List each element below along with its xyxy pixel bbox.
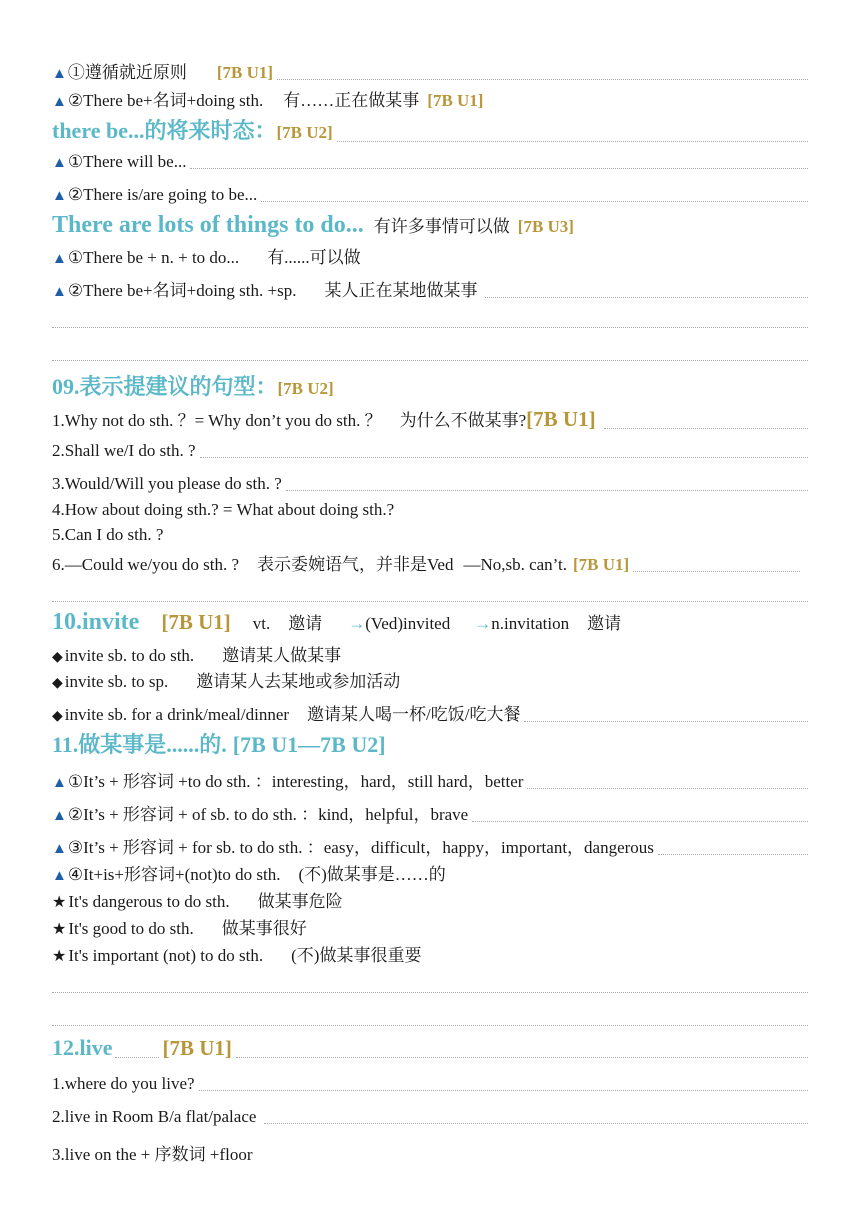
dotted-leader xyxy=(236,1056,808,1058)
s09-line-2 xyxy=(52,441,808,461)
triangle-bullet-icon: ▲ xyxy=(52,94,67,110)
heading-meaning: 有许多事情可以做 xyxy=(373,217,510,236)
pattern-text: ④It+is+形容词+(not)to do sth. xyxy=(67,865,281,884)
dotted-leader xyxy=(337,140,808,142)
dotted-leader xyxy=(658,853,808,855)
s11-line-2 xyxy=(52,800,808,825)
pattern-meaning: 为什么不做某事? xyxy=(399,411,527,430)
s11-line-1 xyxy=(52,767,808,792)
lots-heading xyxy=(52,212,808,239)
dotted-leader xyxy=(261,200,808,202)
unit-tag: [7B U1] xyxy=(573,555,630,574)
s10-heading xyxy=(52,609,808,636)
pattern-text: 1.Why not do sth. ？= Why don’t you do sth. ？ xyxy=(52,411,382,430)
pattern-text: —No,sb. can’t. xyxy=(463,555,568,574)
s09-line-5 xyxy=(52,525,808,545)
dotted-leader xyxy=(472,820,808,822)
pattern-meaning: (不)做某事是……的 xyxy=(298,865,446,884)
triangle-bullet-icon: ▲ xyxy=(52,155,67,171)
s11-example-2 xyxy=(52,914,808,939)
blank-line xyxy=(52,992,808,993)
dotted-leader xyxy=(115,1056,159,1058)
future-heading xyxy=(52,114,808,145)
section-heading: 09.表示提建议的句型： xyxy=(52,374,278,399)
s09-line-4 xyxy=(52,500,808,520)
dotted-leader xyxy=(604,427,808,429)
arrow-right-icon: → xyxy=(348,614,366,633)
unit-tag: [7B U1] xyxy=(216,63,274,82)
s09-line-1 xyxy=(52,406,808,432)
s09-line-6 xyxy=(52,550,800,575)
unit-tag: [7B U2] xyxy=(276,123,333,142)
rule-text: ①There will be... xyxy=(67,152,187,171)
section-heading: there be...的将来时态： xyxy=(52,118,277,143)
s10-line-1 xyxy=(52,641,808,666)
phrase-text: 3.live on the + 序数词 +floor xyxy=(52,1145,253,1164)
pattern-text: ①It’s + 形容词 +to do sth. ：interesting，hard，still hard，better xyxy=(67,772,524,791)
triangle-bullet-icon: ▲ xyxy=(52,188,67,204)
dotted-leader xyxy=(200,456,808,458)
example-meaning: 做某事危险 xyxy=(257,892,343,911)
pattern-text: 5.Can I do sth. ? xyxy=(52,525,164,544)
blank-line xyxy=(52,1025,808,1026)
s12-heading xyxy=(52,1035,808,1061)
rule-line-1 xyxy=(52,58,808,83)
diamond-bullet-icon: ◆ xyxy=(52,709,63,724)
unit-tag: [7B U2] xyxy=(277,379,334,398)
pattern-text: ③It’s + 形容词 + for sb. to do sth. ：easy，difficult，happy，important，dangerous xyxy=(67,838,654,857)
phrase-text: invite sb. for a drink/meal/dinner xyxy=(64,705,290,724)
s12-line-3 xyxy=(52,1140,808,1165)
example-meaning: 做某事很好 xyxy=(221,919,307,938)
unit-tag: [7B U1] xyxy=(427,91,484,110)
example-text: It's important (not) to do sth. xyxy=(68,946,264,965)
section-heading: 12.live xyxy=(52,1035,113,1060)
dotted-leader xyxy=(524,720,808,722)
word-meaning: 邀请 xyxy=(288,614,323,633)
s11-example-1 xyxy=(52,887,808,912)
rule-meaning: 有……正在做某事 xyxy=(283,91,420,110)
phrase-text: 2.live in Room B/a flat/palace xyxy=(52,1107,257,1126)
dotted-leader xyxy=(485,296,808,298)
section-heading: 11.做某事是......的. xyxy=(52,732,227,757)
phrase-text: invite sb. to do sth. xyxy=(64,646,195,665)
part-of-speech: vt. xyxy=(252,614,271,633)
s11-line-4 xyxy=(52,860,808,885)
blank-line xyxy=(52,327,808,328)
rule-text: ②There is/are going to be... xyxy=(67,185,258,204)
s11-line-3 xyxy=(52,833,808,858)
pattern-text: ②It’s + 形容词 + of sb. to do sth. ：kind，helpful，brave xyxy=(67,805,469,824)
s12-line-1 xyxy=(52,1074,808,1094)
pattern-text: 4.How about doing sth.? = What about doing sth.? xyxy=(52,500,395,519)
dotted-leader xyxy=(527,787,808,789)
word-meaning: 邀请 xyxy=(587,614,622,633)
s09-line-3 xyxy=(52,474,808,494)
s12-line-2 xyxy=(52,1107,808,1127)
pattern-text: 6.—Could we/you do sth. ? xyxy=(52,555,239,574)
phrase-text: invite sb. to sp. xyxy=(64,672,169,691)
section-heading: 10.invite xyxy=(52,609,140,635)
blank-line xyxy=(52,360,808,361)
rule-meaning: 有......可以做 xyxy=(267,248,361,267)
triangle-bullet-icon: ▲ xyxy=(52,808,67,824)
pattern-meaning: 表示委婉语气，并非是Ved xyxy=(257,555,454,574)
triangle-bullet-icon: ▲ xyxy=(52,868,67,884)
phrase-meaning: 邀请某人去某地或参加活动 xyxy=(196,672,401,691)
dotted-leader xyxy=(199,1089,808,1091)
dotted-leader xyxy=(277,78,808,80)
rule-text: ①遵循就近原则 xyxy=(67,63,187,82)
star-bullet-icon: ★ xyxy=(52,948,67,965)
unit-tag: [7B U1—7B U2] xyxy=(232,732,386,757)
word-form: n.invitation xyxy=(491,614,570,633)
example-text: It's dangerous to do sth. xyxy=(68,892,230,911)
s10-line-2 xyxy=(52,667,808,692)
rule-text: ②There be+名词+doing sth. +sp. xyxy=(67,281,297,300)
triangle-bullet-icon: ▲ xyxy=(52,775,67,791)
star-bullet-icon: ★ xyxy=(52,921,67,938)
dotted-leader xyxy=(286,489,808,491)
word-form: (Ved)invited xyxy=(365,614,451,633)
unit-tag: [7B U1] xyxy=(526,407,596,431)
section-heading: There are lots of things to do... xyxy=(52,212,364,238)
example-meaning: (不)做某事很重要 xyxy=(291,946,422,965)
rule-text: ②There be+名词+doing sth. xyxy=(67,91,264,110)
pattern-text: 3.Would/Will you please do sth. ? xyxy=(52,474,282,493)
arrow-right-icon: → xyxy=(474,614,492,633)
pattern-text: 2.Shall we/I do sth. ? xyxy=(52,441,196,460)
s11-heading xyxy=(52,728,808,759)
lots-line-2 xyxy=(52,276,808,301)
example-text: It's good to do sth. xyxy=(68,919,194,938)
unit-tag: [7B U3] xyxy=(517,217,574,236)
phrase-meaning: 邀请某人喝一杯/吃饭/吃大餐 xyxy=(307,705,521,724)
star-bullet-icon: ★ xyxy=(52,894,67,911)
phrase-meaning: 邀请某人做某事 xyxy=(222,646,342,665)
blank-line xyxy=(52,601,808,602)
s11-example-3 xyxy=(52,941,808,966)
unit-tag: [7B U1] xyxy=(161,610,231,634)
dotted-leader xyxy=(633,570,800,572)
dotted-leader xyxy=(264,1122,808,1124)
rule-meaning: 某人正在某地做某事 xyxy=(324,281,478,300)
phrase-text: 1.where do you live? xyxy=(52,1074,195,1093)
future-line-2 xyxy=(52,185,808,205)
lots-line-1 xyxy=(52,243,808,268)
s09-heading xyxy=(52,370,808,401)
triangle-bullet-icon: ▲ xyxy=(52,284,67,300)
unit-tag: [7B U1] xyxy=(162,1036,232,1060)
dotted-leader xyxy=(190,167,808,169)
rule-line-2 xyxy=(52,86,808,111)
rule-text: ①There be + n. + to do... xyxy=(67,248,240,267)
triangle-bullet-icon: ▲ xyxy=(52,66,67,82)
diamond-bullet-icon: ◆ xyxy=(52,650,63,665)
future-line-1 xyxy=(52,152,808,172)
diamond-bullet-icon: ◆ xyxy=(52,676,63,691)
triangle-bullet-icon: ▲ xyxy=(52,841,67,857)
s10-line-3 xyxy=(52,700,808,725)
triangle-bullet-icon: ▲ xyxy=(52,251,67,267)
